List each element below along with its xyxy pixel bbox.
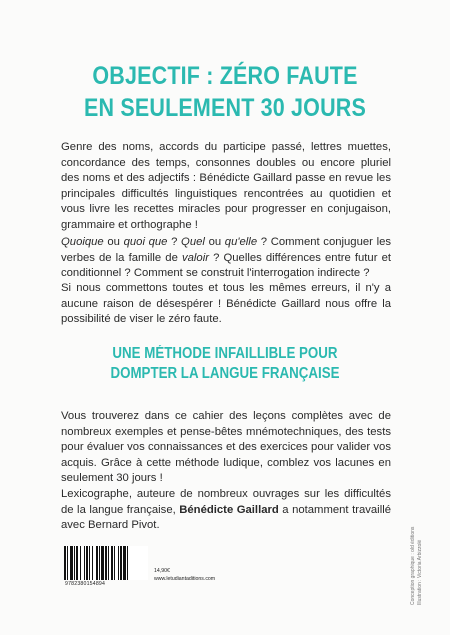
reassurance-paragraph: Si nous commettons toutes et tous les mêmes erreurs, il n'y a aucune raison de désespérer ! Bénédicte Gaillard nous offre la possibilité de viser le zéro faute. — [61, 282, 391, 326]
em-quoique: Quoique — [61, 236, 104, 248]
em-quel: Quel — [181, 236, 205, 248]
subheading-line-1: UNE MÉTHODE INFAILLIBLE POUR — [112, 345, 338, 362]
credits — [404, 490, 438, 605]
text-segment: ? — [167, 236, 182, 248]
headline — [57, 60, 392, 124]
em-quelle: qu'elle — [224, 236, 258, 248]
credits-illustration: Illustration : Victoria Arbizzolé — [417, 539, 423, 605]
credits-design: Conception graphique : old éditions — [410, 526, 416, 605]
intro-paragraph: Genre des noms, accords du participe passé, lettres muettes, concordance des temps, consonnes doubles ou encore pluriel des noms et des adjectifs : Bénédicte Gaillard passe en revue les principales difficultés linguistiques rencontrées au quotidien et vous livre les recettes miracles pour progresser en conjugaison, grammaire et orthographe ! — [61, 141, 391, 231]
author-paragraph — [61, 487, 391, 534]
questions-paragraph — [61, 235, 391, 282]
barcode — [64, 546, 148, 580]
text-segment: ? Quelles différences entre futur et conditionnel ? Comment se construit l'interrogation indirecte ? — [61, 251, 392, 280]
barcode-stripe — [128, 546, 130, 580]
website: www.letudiantaditions.com — [154, 576, 216, 582]
headline-line-1: OBJECTIF : ZÉRO FAUTE — [92, 62, 358, 90]
text-segment: ou — [103, 236, 124, 248]
text-segment: ? Comment conjuguer les verbes de la famille de — [61, 236, 392, 264]
text-segment: Lexicographe, auteure de nombreux ouvrages sur les difficultés de la langue française, — [61, 488, 391, 516]
price: 14,90€ — [154, 568, 170, 574]
text-segment: ou — [204, 236, 225, 248]
author-name: Bénédicte Gaillard — [179, 503, 279, 516]
em-quoi-que: quoi que — [123, 236, 168, 248]
headline-line-2: EN SEULEMENT 30 JOURS — [84, 94, 366, 122]
content-paragraph: Vous trouverez dans ce cahier des leçons complètes avec de nombreux exemples et pense-bêtes mnémotechniques, des tests pour évaluer vos connaissances et des exercices pour valider vos acquis. Grâce à cette méthode ludique, comblez vos lacunes en seulement 30 jours ! — [61, 410, 391, 485]
text-segment: a notamment travaillé avec Bernard Pivot. — [61, 503, 391, 532]
barcode-block — [64, 546, 224, 590]
em-valoir: valoir — [181, 251, 209, 264]
credits-text — [410, 490, 438, 605]
isbn-number: 9782380154894 — [65, 581, 106, 587]
subheading — [66, 344, 384, 384]
subheading-line-2: DOMPTER LA LANGUE FRANÇAISE — [110, 365, 340, 382]
